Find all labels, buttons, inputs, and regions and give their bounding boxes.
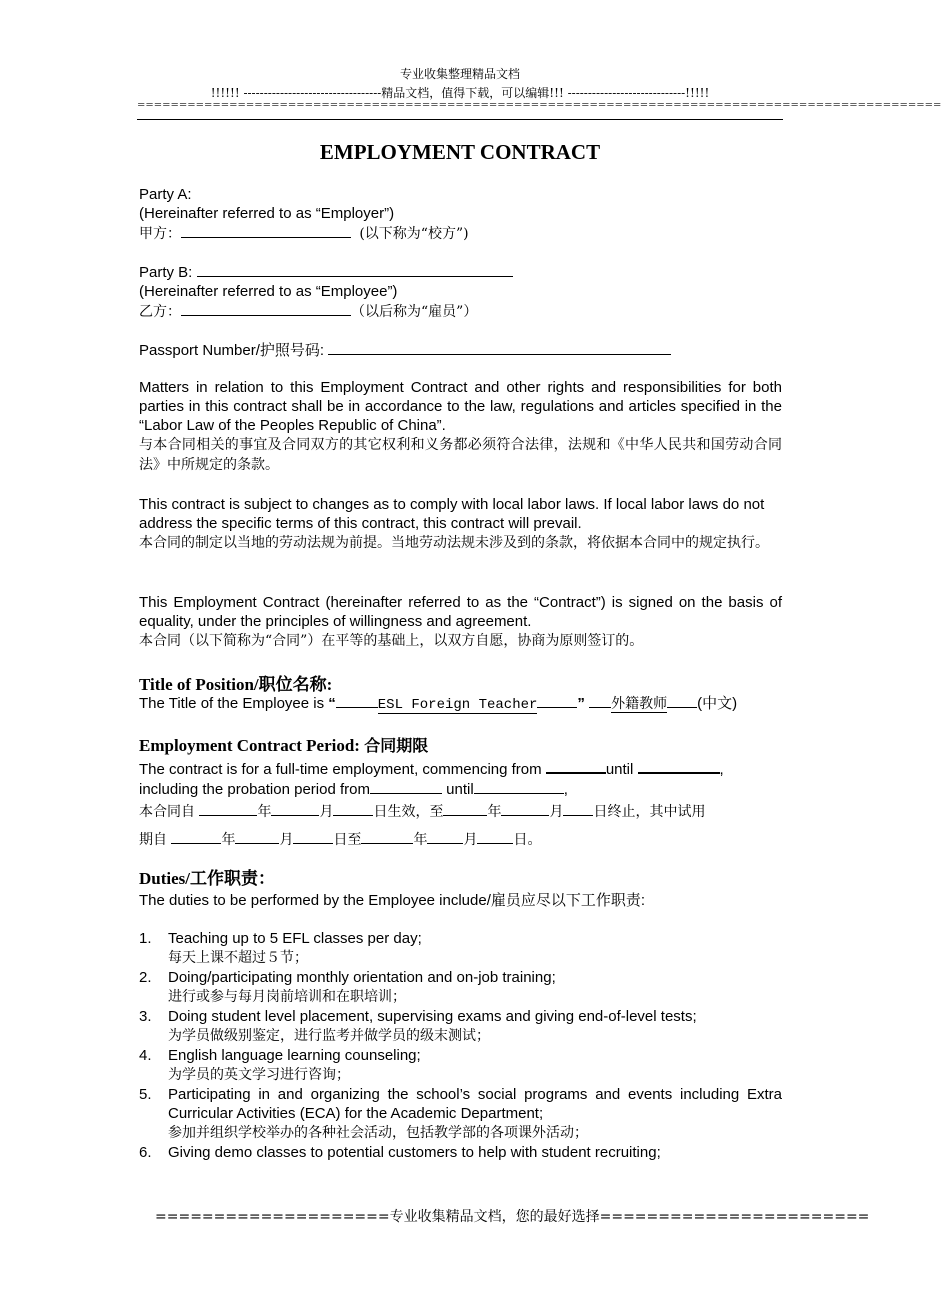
list-item-cn: 参加并组织学校举办的各种社会活动，包括教学部的各项课外活动； [168,1125,588,1141]
list-item [139,968,782,1007]
cn-prob-day-blank [293,829,333,844]
party-b-blank-cn [181,301,351,316]
cn-month-label-4: 月 [463,832,478,848]
period-en-a: The contract is for a full-time employment, commencing from [139,761,542,778]
cn-year-label-2: 年 [487,804,502,820]
period-start-blank [546,758,606,774]
cn-day-to: 日至 [333,832,362,848]
list-item-en: Teaching up to 5 EFL classes per day; [168,930,422,947]
cn-month-label: 月 [319,804,334,820]
party-b-referred: (Hereinafter referred to as “Employee”) [139,283,398,300]
list-item-en: Doing student level placement, supervising exams and giving end-of-level tests; [168,1008,697,1025]
list-item-number: 4. [139,1047,152,1064]
party-b-cn-label: 乙方： [139,304,181,320]
cn-end-year-blank [443,801,487,816]
period-text: The contract is for a full-time employment, commencing from until , including the probation period from until , 本合同自 年 月 日生效，至 年 月 日终止，其中试用 期自 年 月 日至 年 月 日。 [139,758,782,850]
party-a-label: Party A: [139,186,192,203]
list-item [139,1046,782,1085]
paragraph-local-laws-cn: 本合同的制定以当地的劳动法规为前提。当地劳动法规未涉及到的条款，将依据本合同中的规定执行。 [139,535,769,551]
cn-day-end: 日终止，其中试用 [593,804,706,820]
position-open-quote: “ [328,695,336,712]
position-blank-2 [537,693,577,708]
list-item-number: 6. [139,1144,152,1161]
position-close-quote: ” [577,695,585,712]
list-item-en: English language learning counseling; [168,1047,421,1064]
list-item-en: Doing/participating monthly orientation and on-job training; [168,969,556,986]
party-a-cn-referred: (以下称为“校方”) [359,226,469,242]
cn-month-label-2: 月 [549,804,564,820]
cn-probation-start: 期自 [139,832,167,848]
cn-end-day-blank [563,801,593,816]
list-item [139,1007,782,1046]
paragraph-law-en: Matters in relation to this Employment Contract and other rights and responsibilities for both parties in this contract shall be in accordance to the law, regulations and articles specified in the “Labor Law of the Peoples Republic of China”. [139,379,782,434]
cn-year-label-4: 年 [413,832,428,848]
paragraph-law [139,378,782,475]
position-blank-1 [336,693,378,708]
position-heading: Title of Position/职位名称: [139,675,333,694]
header-divider [137,119,783,120]
list-item-cn: 为学员做级别鉴定，进行监考并做学员的级末测试； [168,1028,490,1044]
list-item [139,1143,782,1162]
header-line-3: ================================================================================================ [137,100,941,111]
cn-prob-end-year-blank [361,829,413,844]
party-b-cn-referred: （以后称为“雇员”） [351,304,478,320]
position-prefix: The Title of the Employee is [139,695,329,712]
list-item [139,1085,782,1143]
paragraph-local-laws-en: This contract is subject to changes as to comply with local labor laws. If local labor laws do not address the specific terms of this contract, this contract will prevail. [139,496,765,532]
list-item-cn: 为学员的英文学习进行咨询； [168,1067,350,1083]
list-item-cn: 每天上课不超过５节； [168,950,308,966]
probation-start-blank [370,779,442,794]
period-end-blank [638,758,720,774]
probation-end-blank [474,779,564,794]
cn-prob-month-blank [235,829,279,844]
position-blank-3 [589,693,611,708]
cn-start-year-blank [199,801,257,816]
cn-month-label-3: 月 [279,832,294,848]
cn-year-label: 年 [257,804,272,820]
header-line-1: 专业收集整理精品文档 [399,67,520,81]
period-heading [139,736,428,756]
duties-list [139,929,782,1162]
paragraph-local-laws [139,495,782,553]
period-heading-cn: 合同期限 [364,736,429,755]
passport-label: Passport Number/护照号码: [139,342,325,359]
list-item-cn: 进行或参与每月岗前培训和在职培训； [168,989,406,1005]
cn-end-month-blank [501,801,549,816]
cn-prob-end-day-blank [477,829,513,844]
period-heading-en: Employment Contract Period: [139,736,360,755]
cn-prob-year-blank [171,829,221,844]
party-a-cn-label: 甲方： [139,226,181,242]
cn-year-label-3: 年 [221,832,236,848]
header-line-2: !!!!!! ----------------------------------精品文档，值得下载，可以编辑!!! -----------------------------!!!!! [210,86,710,100]
cn-start-month-blank [271,801,319,816]
duties-intro: The duties to be performed by the Employee include/雇员应尽以下工作职责: [139,892,646,909]
cn-start-day-blank [333,801,373,816]
paragraph-law-cn: 与本合同相关的事宜及合同双方的其它权利和义务都必须符合法律，法规和《中华人民共和国劳动合同法》中所规定的条款。 [139,437,782,473]
cn-prob-end-month-blank [427,829,463,844]
party-b-blank [197,262,513,277]
position-title-cn: 外籍教师 [611,696,668,712]
party-a-blank [181,223,351,238]
list-item-en: Participating in and organizing the school’s social programs and events including Extra Curricular Activities (ECA) for the Academic Department; [168,1086,782,1122]
period-en-b: including the probation period from [139,781,370,798]
party-b-section [139,262,782,322]
party-a-section [139,185,782,244]
paragraph-equality [139,593,782,651]
list-item-number: 3. [139,1008,152,1025]
party-a-referred: (Hereinafter referred to as “Employer”) [139,205,395,222]
position-title-en: ESL Foreign Teacher [377,697,538,713]
document-title: EMPLOYMENT CONTRACT [319,140,601,164]
paragraph-equality-en: This Employment Contract (hereinafter referred to as the “Contract”) is signed on the basis of equality, under the principles of willingness and agreement. [139,594,782,630]
period-cn-begin: 本合同自 [139,804,195,820]
cn-day-effective: 日生效，至 [373,804,444,820]
list-item-number: 5. [139,1086,152,1103]
duties-heading: Duties/工作职责： [139,869,275,888]
passport-blank [328,340,671,355]
list-item-number: 2. [139,969,152,986]
list-item-number: 1. [139,930,152,947]
position-line [139,693,782,715]
footer-line: ====================专业收集精品文档，您的最好选择======================= [155,1209,870,1225]
paragraph-equality-cn: 本合同（以下简称为“合同”）在平等的基础上，以双方自愿，协商为原则签订的。 [139,633,644,649]
passport-section [139,340,782,360]
party-b-label: Party B: [139,264,193,281]
list-item-en: Giving demo classes to potential customers to help with student recruiting; [168,1144,661,1161]
position-suffix: (中文) [697,695,738,712]
period-until-2: until [446,781,474,798]
position-blank-4 [667,693,697,708]
period-until: until [605,761,634,778]
list-item [139,929,782,968]
cn-day-final: 日。 [513,832,542,848]
